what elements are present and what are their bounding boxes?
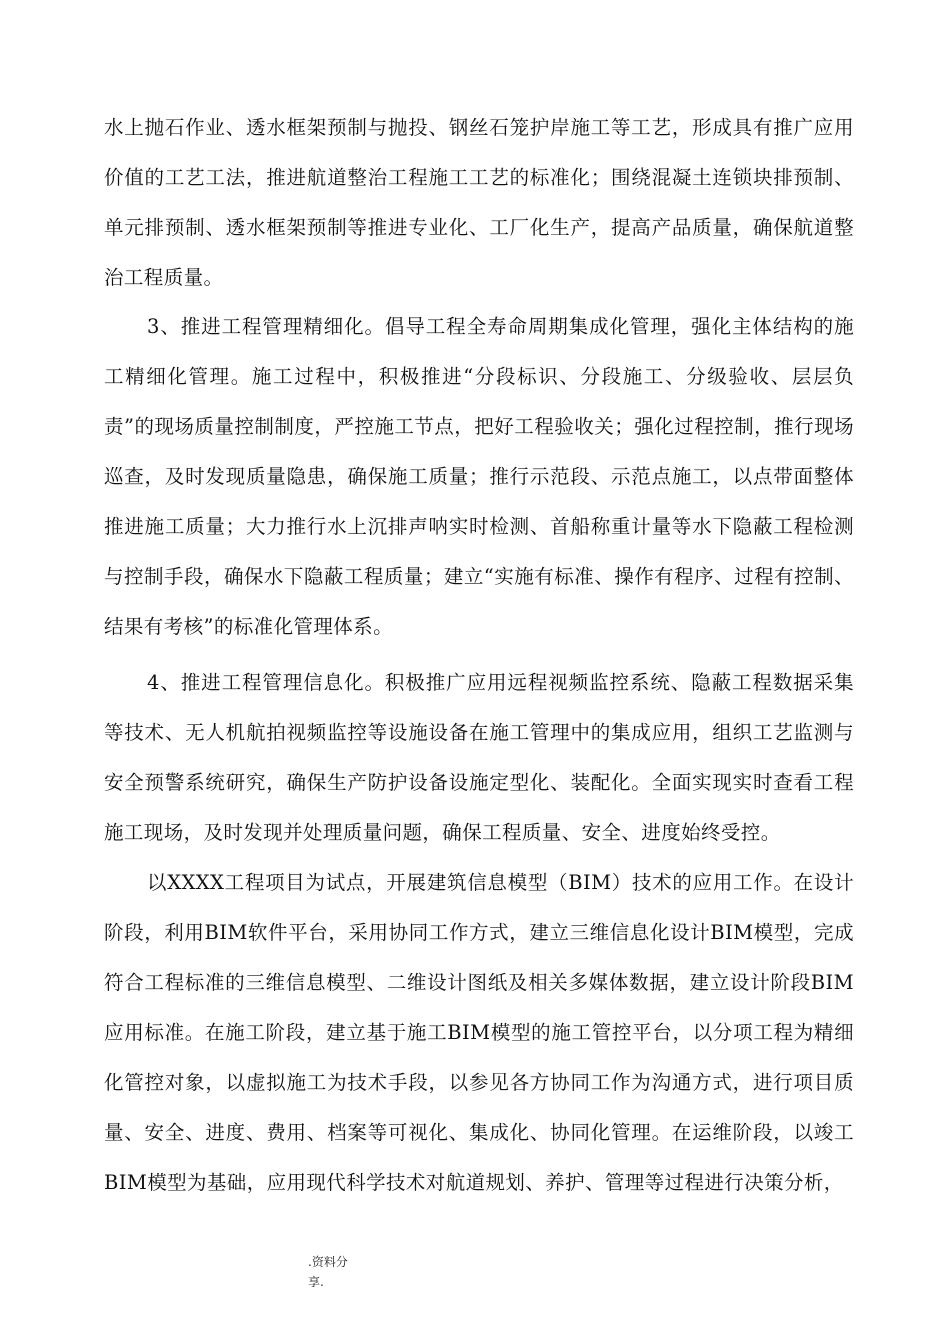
paragraph-continued: 水上抛石作业、透水框架预制与抛投、钢丝石笼护岸施工等工艺，形成具有推广应用价值的工艺工法，推进航道整治工程施工工艺的标准化；围绕混凝土连锁块排预制、单元排预制、透水框架预制等推进专业化、工厂化生产，提高产品质量，确保航道整治工程质量。 [104,116,854,289]
page-footer: .资料分享. [308,1255,348,1289]
paragraph-section-4: 4、推进工程管理信息化。积极推广应用远程视频监控系统、隐蔽工程数据采集等技术、无人机航拍视频监控等设施设备在施工管理中的集成应用，组织工艺监测与安全预警系统研究，确保生产防护设备设施定型化、装配化。全面实现实时查看工程施工现场，及时发现并处理质量问题，确保工程质量、安全、进度始终受控。 [104,671,854,844]
paragraph-bim: 以XXXX工程项目为试点，开展建筑信息模型（BIM）技术的应用工作。在设计阶段，利用BIM软件平台，采用协同工作方式，建立三维信息化设计BIM模型，完成符合工程标准的三维信息模型、二维设计图纸及相关多媒体数据，建立设计阶段BIM应用标准。在施工阶段，建立基于施工BIM模型的施工管控平台，以分项工程为精细化管控对象，以虚拟施工为技术手段，以参见各方协同工作为沟通方式，进行项目质量、安全、进度、费用、档案等可视化、集成化、协同化管理。在运维阶段，以竣工BIM模型为基础，应用现代科学技术对航道规划、养护、管理等过程进行决策分析， [104,871,854,1194]
paragraph-section-3: 3、推进工程管理精细化。倡导工程全寿命周期集成化管理，强化主体结构的施工精细化管理。施工过程中，积极推进“分段标识、分段施工、分级验收、层层负责”的现场质量控制制度，严控施工节点，把好工程验收关；强化过程控制，推行现场巡查，及时发现质量隐患，确保施工质量；推行示范段、示范点施工，以点带面整体推进施工质量；大力推行水上沉排声呐实时检测、首船称重计量等水下隐蔽工程检测与控制手段，确保水下隐蔽工程质量；建立“实施有标准、操作有程序、过程有控制、结果有考核”的标准化管理体系。 [104,315,854,638]
